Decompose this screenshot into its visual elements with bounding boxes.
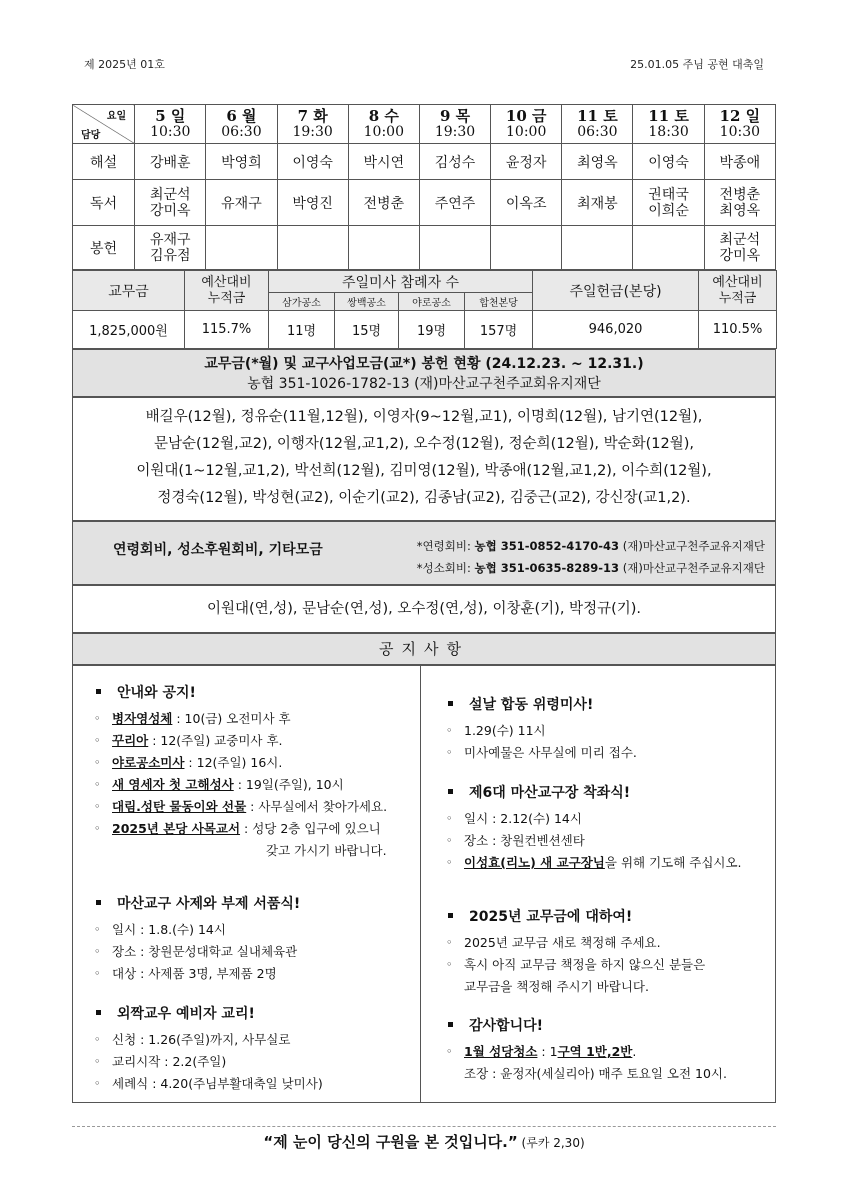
donation-line: 이원대(1~12월,교1,2), 박선희(12월), 김미영(12월), 박종애(12월,교1,2), 이수희(12월), — [136, 463, 712, 479]
notice-item: ◦ 1.29(수) 11시 — [442, 720, 766, 741]
notice-item-continuation: 조장 : 윤정자(세실리아) 매주 토요일 오전 10시. — [464, 1066, 727, 1081]
notice-item: ◦ 2025년 교무금 새로 책정해 주세요. — [442, 932, 766, 953]
schedule-cell — [348, 226, 419, 270]
notice-item: ◦ 병자영성체 : 10(금) 오전미사 후 — [90, 708, 412, 729]
row-label: 해설 — [73, 144, 135, 180]
schedule-corner-cell — [73, 105, 135, 144]
donation-title: 교무금(*월) 및 교구사업모금(교*) 봉헌 현황 (24.12.23. ~ 12.31.) — [204, 356, 644, 372]
dues-label: 교무금 — [73, 271, 185, 311]
vocation-fund-account: *성소회비: 농협 351-0635-8289-13 (재)마산교구천주교유지재단 — [416, 561, 765, 575]
schedule-cell — [491, 226, 562, 270]
notice-item-continuation: 갖고 가시기 바랍니다. — [266, 843, 387, 858]
section-title: 안내와 공지! — [90, 682, 412, 702]
schedule-cell: 전병춘 — [348, 180, 419, 226]
schedule-cell: 최영옥 — [562, 144, 633, 180]
section-title: 설날 합동 위령미사! — [442, 694, 766, 714]
notice-title: 공지사항 — [72, 633, 776, 665]
day-header: 11 토 18:30 — [633, 105, 704, 144]
schedule-cell — [206, 226, 277, 270]
attendance-label: 주일미사 참례자 수 — [269, 271, 533, 293]
day-header: 9 목 19:30 — [419, 105, 490, 144]
attendance-col-header: 쌍백공소 — [335, 293, 399, 311]
donation-header — [72, 349, 776, 397]
day-header: 12 일 10:30 — [704, 105, 775, 144]
donation-account: 농협 351-1026-1782-13 (재)마산교구천주교회유지재단 — [247, 376, 601, 392]
notice-item: ◦ 세례식 : 4.20(주님부활대축일 낮미사) — [90, 1073, 412, 1094]
section-title: 마산교구 사제와 부제 서품식! — [90, 893, 412, 913]
donation-line: 배길우(12월), 정유순(11월,12월), 이영자(9~12월,교1), 이명희(12월), 남기연(12월), — [145, 409, 703, 425]
notice-item: ◦ 장소 : 창원문성대학교 실내체육관 — [90, 941, 412, 962]
schedule-cell: 박영희 — [206, 144, 277, 180]
schedule-cell: 최재봉 — [562, 180, 633, 226]
schedule-cell: 권태국 이희순 — [633, 180, 704, 226]
bible-quote: “제 눈이 당신의 구원을 본 것입니다.” — [263, 1133, 518, 1151]
notice-item: ◦ 새 영세자 첫 고해성사 : 19일(주일), 10시 — [90, 774, 412, 795]
schedule-cell — [633, 226, 704, 270]
notice-item: ◦ 신청 : 1.26(주일)까지, 사무실로 — [90, 1029, 412, 1050]
schedule-cell: 최군석 강미옥 — [704, 226, 775, 270]
schedule-cell: 윤정자 — [491, 144, 562, 180]
row-label: 독서 — [73, 180, 135, 226]
notice-item: ◦ 꾸리아 : 12(주일) 교중미사 후. — [90, 730, 412, 751]
section-title: 2025년 교무금에 대하여! — [442, 906, 766, 926]
stats-table — [72, 270, 777, 349]
notice-item-continuation: 교무금을 책정해 주시기 바랍니다. — [464, 979, 649, 994]
notice-item: ◦ 2025년 본당 사목교서 : 성당 2층 입구에 있으니 — [90, 818, 412, 839]
issue-date: 25.01.05 주님 공현 대축일 — [630, 58, 764, 71]
donation-line: 문남순(12월,교2), 이행자(12월,교1,2), 오수정(12월), 정순희(12월), 박순화(12월), — [154, 436, 694, 452]
schedule-cell: 주연주 — [419, 180, 490, 226]
section-title: 감사합니다! — [442, 1015, 766, 1035]
row-label: 봉헌 — [73, 226, 135, 270]
day-header: 5 일 10:30 — [135, 105, 206, 144]
day-header: 8 수 10:00 — [348, 105, 419, 144]
issue-number: 제 2025년 01호 — [84, 58, 165, 71]
schedule-row-reading — [73, 180, 776, 226]
day-header: 6 월 06:30 — [206, 105, 277, 144]
schedule-cell: 이영숙 — [633, 144, 704, 180]
attendance-col-header: 삼가공소 — [269, 293, 335, 311]
budget-label: 예산대비 누적금 — [185, 271, 269, 311]
dues-value: 1,825,000원 — [73, 311, 185, 349]
notice-item: ◦ 장소 : 창원컨벤션센타 — [442, 830, 766, 851]
schedule-cell: 이옥조 — [491, 180, 562, 226]
attendance-value: 15명 — [335, 311, 399, 349]
schedule-cell: 최군석 강미옥 — [135, 180, 206, 226]
schedule-cell: 유재구 — [206, 180, 277, 226]
section-title: 외짝교우 예비자 교리! — [90, 1003, 412, 1023]
bible-reference: (루카 2,30) — [517, 1136, 585, 1150]
notice-item: ◦ 미사예물은 사무실에 미리 접수. — [442, 742, 766, 763]
section-title: 제6대 마산교구장 착좌식! — [442, 782, 766, 802]
budget2-value: 110.5% — [699, 311, 777, 349]
dues-header — [72, 521, 776, 585]
stats-header-row — [73, 271, 777, 293]
schedule-cell — [277, 226, 348, 270]
notice-item: ◦ 일시 : 2.12(수) 14시 — [442, 808, 766, 829]
schedule-cell: 김성수 — [419, 144, 490, 180]
donation-line: 정경숙(12월), 박성현(교2), 이순기(교2), 김종남(교2), 김중근(교2), 강신장(교1,2). — [157, 490, 691, 506]
offering-value: 946,020 — [533, 311, 699, 349]
attendance-col-header: 야로공소 — [399, 293, 465, 311]
footer-divider — [72, 1126, 776, 1127]
attendance-value: 19명 — [399, 311, 465, 349]
stats-value-row — [73, 311, 777, 349]
attendance-value: 11명 — [269, 311, 335, 349]
day-header: 7 화 19:30 — [277, 105, 348, 144]
attendance-col-header: 합천본당 — [465, 293, 533, 311]
budget2-label: 예산대비 누적금 — [699, 271, 777, 311]
schedule-cell: 박영진 — [277, 180, 348, 226]
notice-item: ◦ 이성효(리노) 새 교구장님을 위해 기도해 주십시오. — [442, 852, 766, 873]
notice-item: ◦ 교리시작 : 2.2(주일) — [90, 1051, 412, 1072]
schedule-row-offertory — [73, 226, 776, 270]
footer-quote — [0, 1131, 848, 1152]
notice-item: ◦ 1월 성당청소 : 1구역 1반,2반. — [442, 1041, 766, 1062]
schedule-cell: 박시연 — [348, 144, 419, 180]
schedule-row-commentary — [73, 144, 776, 180]
notice-item: ◦ 야로공소미사 : 12(주일) 16시. — [90, 752, 412, 773]
schedule-cell: 이영숙 — [277, 144, 348, 180]
notice-left-column — [90, 676, 412, 1095]
notice-item: ◦ 대림.성탄 물동이와 선물 : 사무실에서 찾아가세요. — [90, 796, 412, 817]
dues-accounts — [417, 535, 765, 579]
liturgy-schedule-table — [72, 104, 776, 270]
notice-item: ◦ 대상 : 사제품 3명, 부제품 2명 — [90, 963, 412, 984]
offering-label: 주일헌금(본당) — [533, 271, 699, 311]
dues-names: 이원대(연,성), 문남순(연,성), 오수정(연,성), 이창훈(기), 박정규(기). — [72, 585, 776, 633]
day-header: 11 토 06:30 — [562, 105, 633, 144]
corner-role-label: 담당 — [81, 130, 101, 141]
budget-value: 115.7% — [185, 311, 269, 349]
funeral-fund-account: *연령회비: 농협 351-0852-4170-43 (재)마산교구천주교유지재단 — [416, 539, 765, 553]
schedule-cell — [562, 226, 633, 270]
notice-right-column — [442, 676, 766, 1084]
attendance-value: 157명 — [465, 311, 533, 349]
donation-names — [72, 397, 776, 521]
day-header: 10 금 10:00 — [491, 105, 562, 144]
schedule-cell: 강배훈 — [135, 144, 206, 180]
schedule-cell: 박종애 — [704, 144, 775, 180]
schedule-cell: 유재구 김유점 — [135, 226, 206, 270]
dues-title: 연령회비, 성소후원회비, 기타모금 — [113, 542, 323, 558]
corner-day-label: 요일 — [106, 111, 127, 122]
notice-item: ◦ 일시 : 1.8.(수) 14시 — [90, 919, 412, 940]
schedule-header-row — [73, 105, 776, 144]
schedule-cell — [419, 226, 490, 270]
notice-divider — [420, 665, 421, 1103]
schedule-cell: 전병춘 최영옥 — [704, 180, 775, 226]
notice-item: ◦ 혹시 아직 교무금 책정을 하지 않으신 분들은 — [442, 954, 766, 975]
